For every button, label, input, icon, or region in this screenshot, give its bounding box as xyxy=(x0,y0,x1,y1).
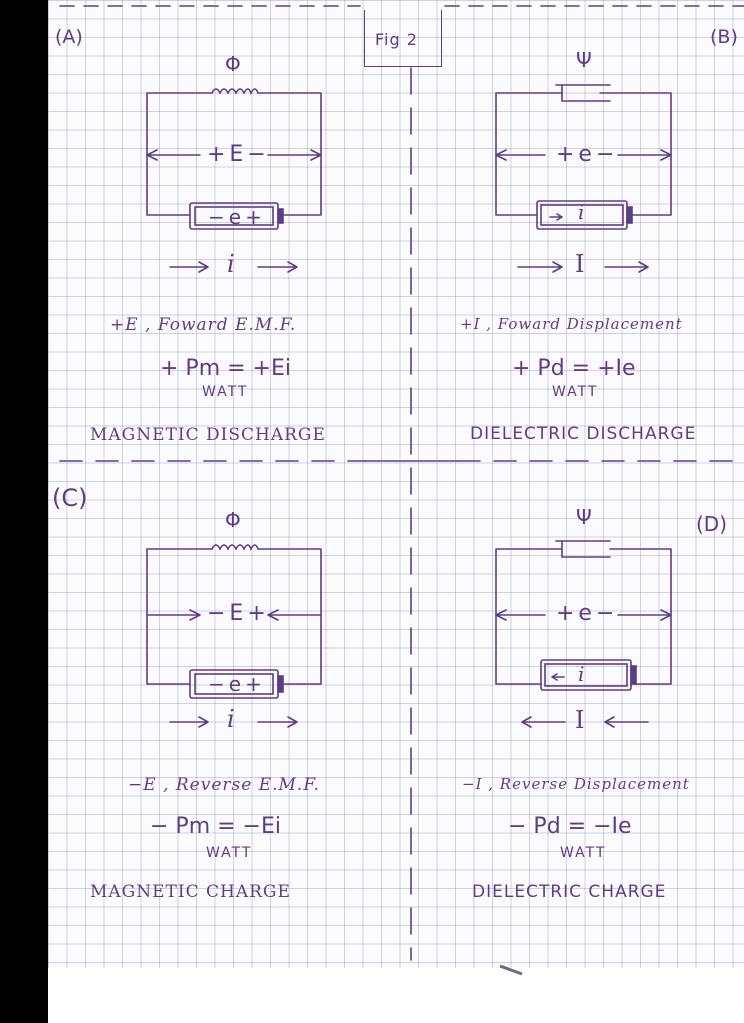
panel-a-current-label: i xyxy=(227,250,235,278)
panel-d-tag: (D) xyxy=(696,512,728,536)
panel-d-caption: −I , Reverse Displacement xyxy=(462,775,690,793)
panel-d-element-label: i xyxy=(578,662,585,686)
panel-a-tag: (A) xyxy=(55,26,83,48)
panel-a-circuit xyxy=(147,89,321,272)
panel-d-unit: WATT xyxy=(560,845,607,861)
panel-a-flux-symbol: Φ xyxy=(225,52,241,76)
panel-a-caption: +E , Foward E.M.F. xyxy=(110,315,297,335)
panel-c-tag: (C) xyxy=(52,484,88,512)
panel-c-caption: −E , Reverse E.M.F. xyxy=(128,775,320,795)
panel-d-circuit xyxy=(496,541,671,727)
panel-b-tag: (B) xyxy=(710,26,738,48)
stray-mark xyxy=(500,966,522,974)
panel-b-current-label: I xyxy=(575,250,585,278)
panel-a-element-label: −e+ xyxy=(208,205,266,229)
panel-c-flux-symbol: Φ xyxy=(225,508,241,532)
panel-d-psi-symbol: Ψ xyxy=(576,505,592,529)
panel-b-caption: +I , Foward Displacement xyxy=(460,315,683,333)
panel-c-current-label: i xyxy=(227,705,235,733)
panel-b-loop-label: +e− xyxy=(556,142,619,167)
panel-b-element-label: i xyxy=(578,200,585,224)
panel-d-equation: − Pd = −Ie xyxy=(508,814,632,839)
panel-c-circuit xyxy=(147,545,321,727)
panel-c-loop-label: −E+ xyxy=(207,601,270,626)
panel-c-equation: − Pm = −Ei xyxy=(150,814,281,839)
panel-b-unit: WATT xyxy=(552,384,599,400)
panel-a-loop-label: +E− xyxy=(207,142,270,167)
panel-c-element-label: −e+ xyxy=(208,672,266,696)
panel-c-footer: MAGNETIC CHARGE xyxy=(90,882,291,902)
panel-c-unit: WATT xyxy=(206,845,253,861)
panel-a-equation: + Pm = +Ei xyxy=(160,356,291,381)
panel-a-footer: MAGNETIC DISCHARGE xyxy=(90,425,326,445)
panel-b-psi-symbol: Ψ xyxy=(576,48,592,72)
panel-d-footer: DIELECTRIC CHARGE xyxy=(472,882,667,902)
panel-d-loop-label: +e− xyxy=(556,601,619,626)
panel-d-current-label: I xyxy=(575,706,585,734)
panel-a-unit: WATT xyxy=(202,384,249,400)
figure-title: Fig 2 xyxy=(375,30,418,49)
panel-b-circuit xyxy=(496,85,671,272)
panel-b-equation: + Pd = +Ie xyxy=(512,356,636,381)
panel-b-footer: DIELECTRIC DISCHARGE xyxy=(470,424,697,444)
